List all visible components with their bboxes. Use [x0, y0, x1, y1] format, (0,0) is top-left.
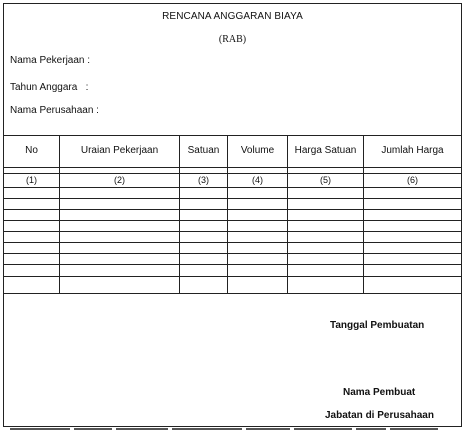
header-unit-price: Harga Satuan	[294, 145, 357, 156]
header-work-description: Uraian Pekerjaan	[80, 145, 159, 156]
table-row-divider	[4, 198, 461, 199]
budget-table	[4, 135, 461, 294]
table-row-divider	[4, 167, 461, 168]
document-title: RENCANA ANGGARAN BIAYA	[162, 11, 303, 22]
table-row-divider	[4, 253, 461, 254]
date-label: Tanggal Pembuatan	[330, 320, 425, 331]
field-job-name: Nama Pekerjaan :	[10, 55, 91, 66]
rab-form	[3, 3, 462, 427]
table-row-divider	[4, 276, 461, 277]
table-row-divider	[4, 242, 461, 243]
column-number: (6)	[407, 175, 418, 185]
column-number: (3)	[198, 175, 209, 185]
document-subtitle: (RAB)	[218, 34, 247, 45]
header-no: No	[25, 145, 38, 156]
header-volume: Volume	[240, 145, 275, 156]
company-position-label: Jabatan di Perusahaan	[325, 410, 434, 421]
maker-name-label: Nama Pembuat	[343, 387, 416, 398]
column-number: (5)	[320, 175, 331, 185]
table-row-divider	[4, 231, 461, 232]
header-unit: Satuan	[187, 145, 220, 156]
field-company-name: Nama Perusahaan :	[10, 105, 99, 116]
cropped-caption-fragment	[10, 428, 450, 432]
column-number: (2)	[114, 175, 125, 185]
header-total-price: Jumlah Harga	[381, 145, 444, 156]
field-budget-year: Tahun Anggara :	[10, 82, 89, 93]
column-number: (1)	[26, 175, 37, 185]
table-row-divider	[4, 264, 461, 265]
table-row-divider	[4, 187, 461, 188]
table-row-divider	[4, 220, 461, 221]
table-row-divider	[4, 209, 461, 210]
column-number: (4)	[252, 175, 263, 185]
